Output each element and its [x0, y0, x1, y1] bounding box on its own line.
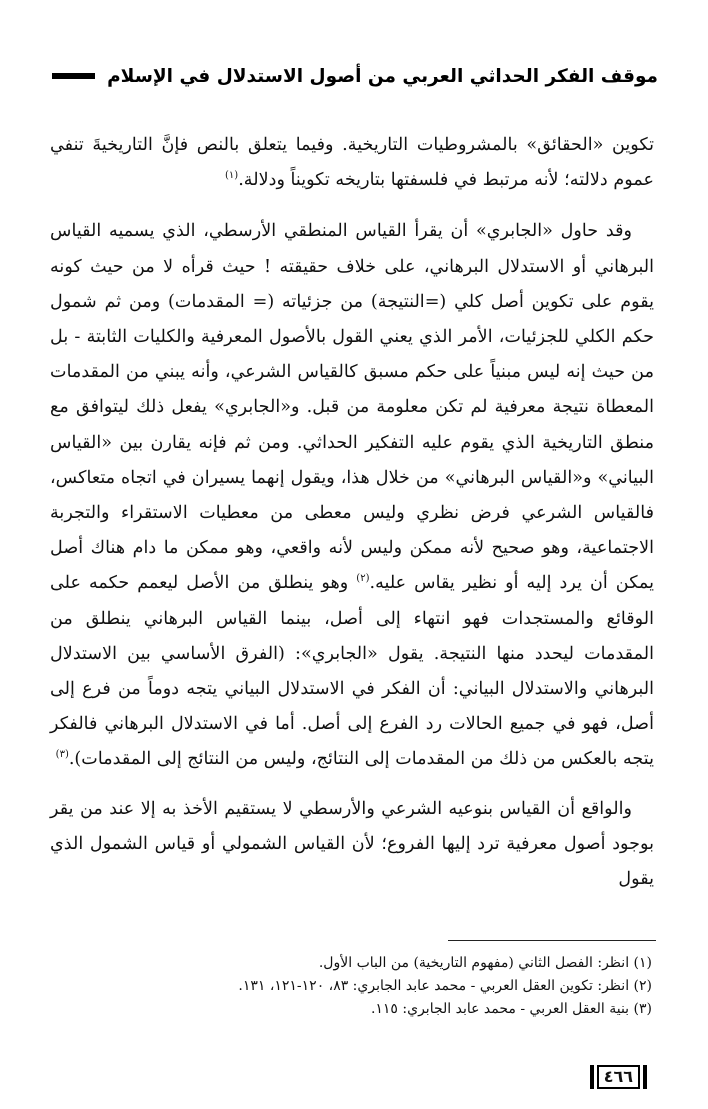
- footnote-2: (٢) انظر: تكوين العقل العربي - محمد عابد الجابري: ٨٣، ١٢٠-١٢١، ١٣١.: [238, 978, 652, 994]
- footnote-1: (١) انظر: الفصل الثاني (مفهوم التاريخية) من الباب الأول.: [318, 955, 652, 971]
- page-number-bar-right: [643, 1065, 647, 1089]
- page-number: [587, 1064, 650, 1090]
- paragraph-1: [50, 128, 654, 198]
- paragraph-3: [50, 792, 654, 898]
- footnote-3: (٣) بنية العقل العربي - محمد عابد الجابري: ١١٥.: [370, 1001, 652, 1017]
- running-title: موقف الفكر الحداثي العربي من أصول الاستدلال في الإسلام: [107, 65, 658, 87]
- paragraph-2: [50, 214, 654, 777]
- main-text: [50, 128, 654, 897]
- footnote-separator: [448, 940, 656, 941]
- paragraph-1-text: تكوين «الحقائق» بالمشروطيات التاريخية. وفيما يتعلق بالنص فإنَّ التاريخيةَ تنفي عموم دلالته؛ لأنه مرتبط في فلسفتها بتاريخه تكويناً ودلالة.: [50, 135, 654, 191]
- footnote-ref-1: (١): [225, 170, 239, 182]
- header-rule: [52, 73, 95, 79]
- footnotes: [60, 952, 652, 1021]
- footnote-ref-2: (٢): [356, 573, 370, 585]
- paragraph-2-text-continued: وهو ينطلق من الأصل ليعمم حكمه على الوقائع والمستجدات فهو انتهاء إلى أصل، بينما القياس البرهاني ينطلق من المقدمات ليحدد منها النتيجة. يقول «الجابري»: (الفرق الأساسي بين الاستدلال البرهاني والاستدلال البياني: أن الفكر في الاستدلال البياني يتجه دوماً من فرع إلى أصل، فهو في جميع الحالات رد الفرع إلى أصل. أما في الاستدلال البرهاني فالفكر يتجه بالعكس من ذلك من المقدمات إلى النتائج، وليس من النتائج إلى المقدمات).: [50, 573, 654, 770]
- footnote-ref-3: (٣): [55, 749, 69, 761]
- page-header: [52, 56, 658, 96]
- page-number-value: ٤٦٦: [597, 1065, 640, 1089]
- paragraph-2-text: وقد حاول «الجابري» أن يقرأ القياس المنطقي الأرسطي، الذي يسميه القياس البرهاني أو الاستدلال البرهاني، على خلاف حقيقته ! حيث قرأه لا من حيث كونه يقوم على تكوين أصل كلي (=النتيجة) من جزئياته (= المقدمات) ومن ثم شمول حكم الكلي للجزئيات، الأمر الذي يعني القول بالأصول المعرفية والكليات الثابتة - بل من حيث إنه ليس مبنياً على حكم مسبق كالقياس الشرعي، وأنه يبني من المقدمات المعطاة نتيجة معرفية لم تكن معلومة من قبل. و«الجابري» يفعل ذلك ليتوافق مع منطق التاريخية الذي يقوم عليه التفكير الحداثي. ومن ثم فإنه يقارن بين «القياس البياني» و«القياس البرهاني» من خلال هذا، ويقول إنهما يسيران في اتجاه متعاكس، فالقياس الشرعي فرض نظري وليس معطى من معطيات الاستقراء والتجربة الاجتماعية، وهو صحيح لأنه ممكن وليس لأنه واقعي، وهو ممكن ما دام هناك أصل يمكن أن يرد إليه أو نظير يقاس عليه.: [50, 221, 654, 594]
- page-number-bar-left: [590, 1065, 594, 1089]
- paragraph-3-text: والواقع أن القياس بنوعيه الشرعي والأرسطي لا يستقيم الأخذ به إلا عند من يقر بوجود أصول معرفية ترد إليها الفروع؛ لأن القياس الشمولي أو قياس الشمول الذي يقول: [50, 798, 654, 890]
